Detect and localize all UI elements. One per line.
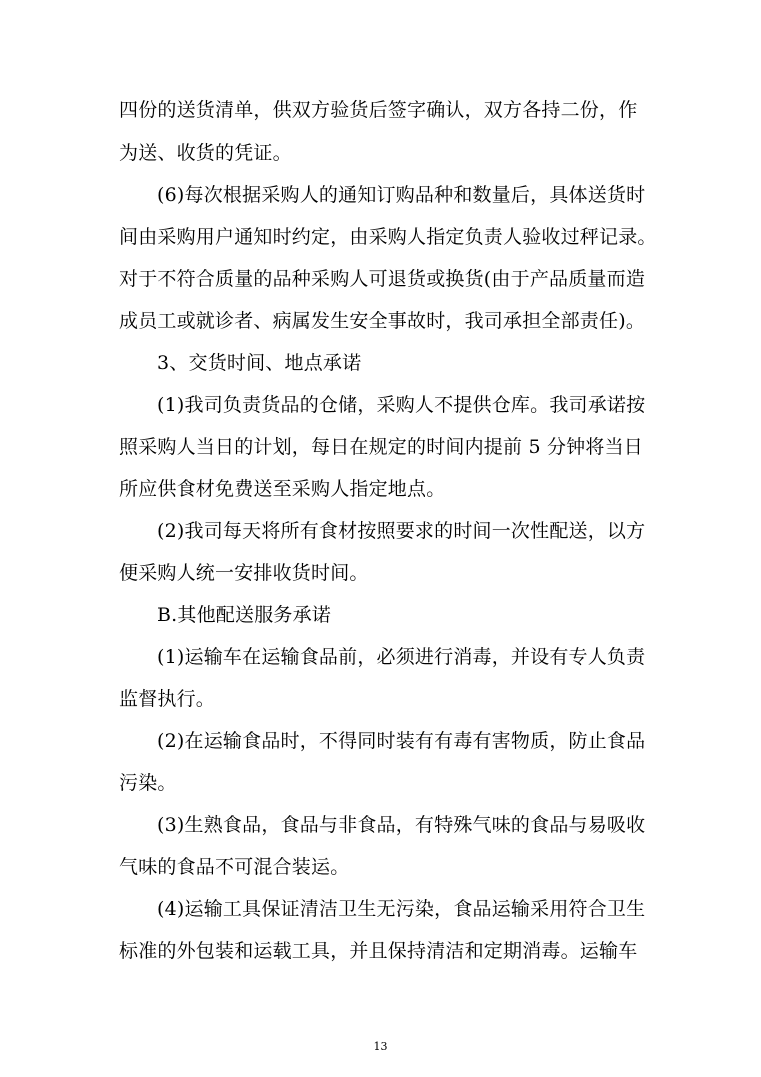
paragraph-start: (1)运输车在运输食品前，必须进行消毒，并设有专人负责	[157, 646, 646, 668]
paragraph-start: (2)在运输食品时，不得同时装有有毒有害物质，防止食品	[157, 730, 646, 752]
section-heading: 3、交货时间、地点承诺	[157, 352, 362, 374]
text-line: 便采购人统一安排收货时间。	[119, 562, 369, 584]
section-heading: B.其他配送服务承诺	[157, 604, 332, 626]
paragraph-start: (1)我司负责货品的仓储，采购人不提供仓库。我司承诺按	[157, 394, 646, 416]
text-line: 四份的送货清单，供双方验货后签字确认，双方各持二份，作	[119, 99, 638, 121]
text-line: 气味的食品不可混合装运。	[119, 856, 350, 878]
text-line: 对于不符合质量的品种采购人可退货或换货(由于产品质量而造	[119, 268, 646, 290]
text-line: 标准的外包装和运载工具，并且保持清洁和定期消毒。运输车	[119, 940, 638, 962]
text-line: 为送、收货的凭证。	[119, 142, 292, 164]
paragraph-start: (2)我司每天将所有食材按照要求的时间一次性配送，以方	[157, 520, 646, 542]
text-line: 监督执行。	[119, 688, 216, 710]
text-line: 污染。	[119, 772, 177, 794]
page-number: 13	[373, 1040, 388, 1053]
text-line: 照采购人当日的计划，每日在规定的时间内提前 5 分钟将当日	[119, 436, 643, 458]
paragraph-start: (3)生熟食品，食品与非食品，有特殊气味的食品与易吸收	[157, 814, 646, 836]
text-line: 间由采购用户通知时约定，由采购人指定负责人验收过秤记录。	[119, 226, 657, 248]
text-line: 所应供食材免费送至采购人指定地点。	[119, 478, 446, 500]
paragraph-start: (4)运输工具保证清洁卫生无污染，食品运输采用符合卫生	[157, 898, 646, 920]
text-line: 成员工或就诊者、病属发生安全事故时，我司承担全部责任)。	[119, 310, 646, 332]
paragraph-start: (6)每次根据采购人的通知订购品种和数量后，具体送货时	[157, 184, 646, 206]
